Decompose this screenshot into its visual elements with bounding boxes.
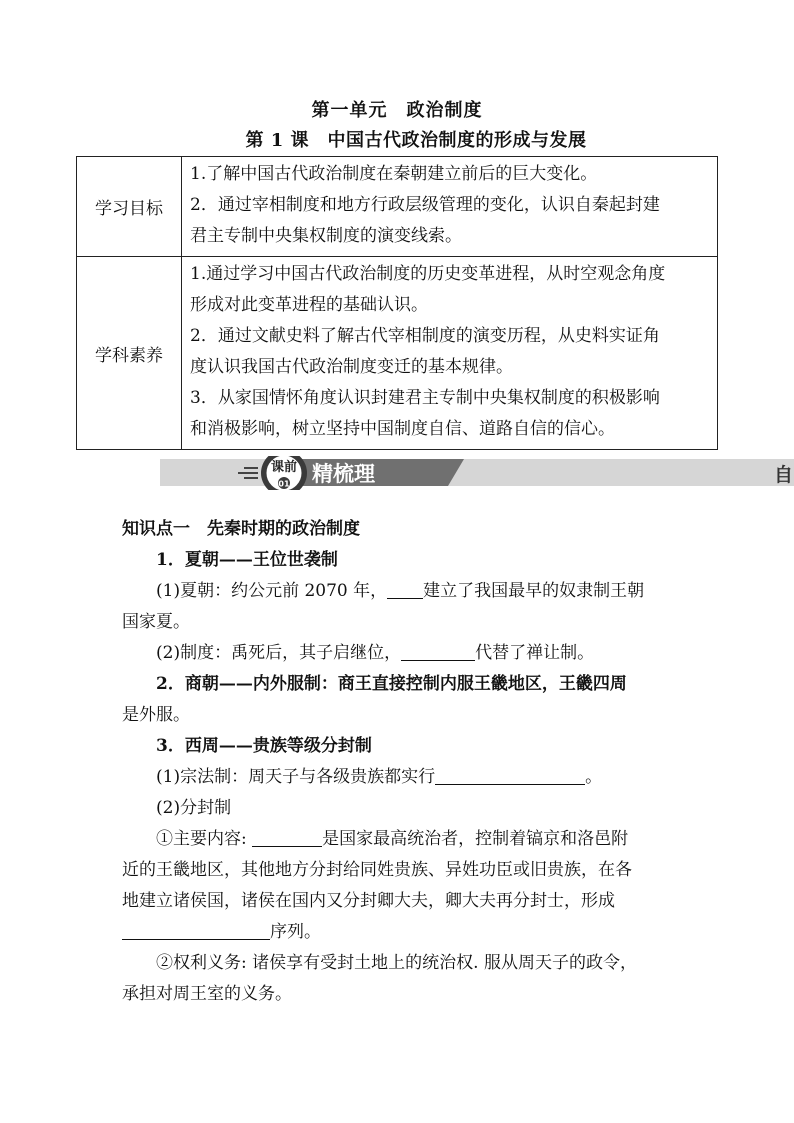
text-span: 。 (585, 767, 603, 787)
knowledge-point-heading: 知识点一 先秦时期的政治制度 (122, 519, 360, 539)
table-row (77, 157, 718, 257)
text-span: 序列。 (270, 922, 321, 942)
text-span: 建立了我国最早的奴隶制王朝 (423, 581, 645, 601)
goal-line: 1.了解中国古代政治制度在秦朝建立前后的巨大变化。 (190, 164, 598, 184)
paragraph-rights-2: 承担对周王室的义务。 (122, 984, 292, 1004)
goal-line: 君主专制中央集权制度的演变线索。 (190, 226, 462, 246)
literacy-line: 3．从家国情怀角度认识封建君主专制中央集权制度的积极影响 (190, 388, 660, 408)
section-heading-xia: 1．夏朝——王位世袭制 (156, 550, 338, 570)
fill-blank[interactable] (387, 578, 423, 599)
literacy-line: 和消极影响，树立坚持中国制度自信、道路自信的信心。 (190, 419, 615, 439)
badge-number: 01 (278, 479, 290, 489)
paragraph-xia-1-cont: 国家夏。 (122, 612, 190, 632)
paragraph-main-content-3: 地建立诸侯国，诸侯在国内又分封卿大夫，卿大夫再分封士，形成 (122, 891, 615, 911)
objectives-table (76, 156, 718, 450)
text-span: (1)夏朝：约公元前 2070 年， (156, 581, 388, 601)
paragraph-main-content-2: 近的王畿地区，其他地方分封给同姓贵族、异姓功臣或旧贵族，在各 (122, 860, 632, 880)
banner-edge-char: 自 (774, 464, 794, 486)
section-shang-line2: 是外服。 (122, 705, 190, 725)
section-banner (160, 456, 794, 490)
paragraph-zongfa (122, 762, 682, 793)
paragraph-fenfeng: (2)分封制 (156, 798, 232, 818)
goal-line: 2．通过宰相制度和地方行政层级管理的变化，认识自秦起封建 (190, 195, 660, 215)
banner-title: 精梳理 (312, 462, 375, 486)
row-content-learning-goals (182, 157, 718, 257)
paragraph-xia-1 (122, 576, 682, 607)
fill-blank[interactable] (435, 764, 585, 785)
text-span: ①主要内容: (156, 829, 253, 849)
table-row (77, 257, 718, 450)
paragraph-rights: ②权利义务: 诸侯享有受封土地上的统治权. 服从周天子的政令， (156, 953, 637, 973)
fill-blank[interactable] (401, 640, 475, 661)
unit-title: 第一单元 政治制度 (311, 100, 483, 121)
badge-text: 课前 (270, 460, 298, 475)
text-span: 2．商朝——内外服制：商王直接控制内服王畿地区，王畿四周 (156, 674, 627, 694)
row-content-core-literacy (182, 257, 718, 450)
row-label-learning-goals: 学习目标 (77, 157, 182, 257)
fill-blank[interactable] (122, 919, 270, 940)
text-span: (2)制度：禹死后，其子启继位， (156, 643, 402, 663)
section-shang-line1 (122, 669, 682, 700)
literacy-line: 2．通过文献史料了解古代宰相制度的演变历程，从史料实证角 (190, 326, 660, 346)
paragraph-main-content-4 (122, 917, 682, 948)
content-section (122, 514, 682, 1010)
literacy-line: 1.通过学习中国古代政治制度的历史变革进程，从时空观念角度 (190, 264, 666, 284)
fill-blank[interactable] (252, 826, 322, 847)
text-span: (1)宗法制：周天子与各级贵族都实行 (156, 767, 436, 787)
lesson-title: 第 1 课 中国古代政治制度的形成与发展 (245, 130, 587, 151)
literacy-line: 度认识我国古代政治制度变迁的基本规律。 (190, 357, 513, 377)
text-span: 是国家最高统治者，控制着镐京和洛邑附 (322, 829, 629, 849)
paragraph-main-content (122, 824, 682, 855)
row-label-core-literacy: 学科素养 (77, 257, 182, 450)
section-heading-zhou: 3．西周——贵族等级分封制 (156, 736, 372, 756)
text-span: 代替了禅让制。 (475, 643, 595, 663)
paragraph-xia-2 (122, 638, 682, 669)
literacy-line: 形成对此变革进程的基础认识。 (190, 295, 428, 315)
